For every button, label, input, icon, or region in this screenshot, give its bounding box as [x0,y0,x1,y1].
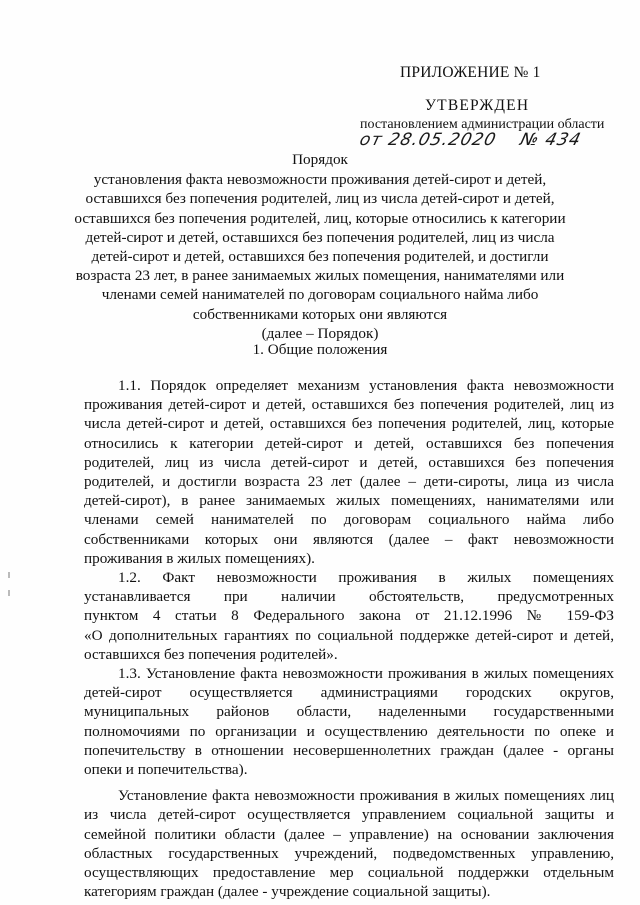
document-title [60,150,580,343]
text-line: попечительству в отношении несовершеннолетних граждан (далее - органы [84,741,614,759]
text-line: родителей, лиц из числа детей-сирот и детей, оставшихся без попечения [84,453,614,471]
text-line: относились к категории детей-сирот и детей, оставшихся без попечения [84,434,614,452]
title-line: членами семей нанимателей по договорам социального найма либо [101,286,539,304]
title-line: оставшихся без попечения родителей, лиц, которые относились к категории [74,209,566,227]
text-line: «О дополнительных гарантиях по социальной поддержке детей-сирот и детей, [84,626,614,644]
appendix-label: ПРИЛОЖЕНИЕ № 1 [400,64,541,81]
paragraph-1-3 [84,664,614,779]
text-line: 1.3. Установление факта невозможности проживания в жилых помещениях [118,665,614,683]
paragraph-spacer [84,779,614,786]
approval-authority: постановлением администрации области [360,117,605,132]
text-line: областных государственных учреждений, подведомственных управлению, [84,844,614,862]
title-note: (далее – Порядок) [261,324,379,342]
text-line: Установление факта невозможности проживания в жилых помещениях лиц [118,787,614,805]
text-line: членами семей нанимателей по договорам социального найма либо [84,511,614,529]
text-line: детей-сирот осуществляется администрациями городских округов, [84,684,614,702]
text-line: детей-сирот), в ранее занимаемых жилых помещениях, нанимателями или [84,492,614,510]
scan-margin-mark [8,572,10,578]
text-line: из числа детей-сирот осуществляется управлением социальной защиты и [84,806,614,824]
text-line: семейной политики области (далее – управление) на основании заключения [84,825,614,843]
title-line: детей-сирот и детей, оставшихся без попечения родителей, лиц из числа [85,228,555,246]
title-line: оставшихся без попечения родителей, лиц из числа детей-сирот и детей, [85,190,555,208]
paragraph-1-3-continued [84,786,614,901]
paragraph-1-1 [84,376,614,568]
text-line: осуществляющих предоставление мер социальной поддержки отдельным [84,864,614,882]
text-line: пунктом 4 статьи 8 Федерального закона от 21.12.1996 № 159-ФЗ [84,607,614,625]
title-line: детей-сирот и детей, оставшихся без попечения родителей, и достигли [91,248,549,266]
text-line: категориям граждан (далее - учреждение социальной защиты). [84,883,491,901]
text-line: муниципальных районов области, наделенными государственными [84,703,614,721]
handwritten-number: № 434 [517,130,584,150]
text-line: родителей, и достигли возраста 23 лет (далее – дети-сироты, лица из числа [84,473,614,491]
handwritten-date: от 28.05.2020 [357,130,499,150]
section-heading: 1. Общие положения [252,341,388,358]
handwritten-date-number [358,130,584,150]
document-body [84,376,614,901]
text-line: числа детей-сирот и детей, оставшихся без попечения родителей, лиц, которые [84,415,614,433]
scan-margin-mark [8,590,10,596]
title-line: собственниками которых они являются [192,305,448,323]
text-line: проживания детей-сирот и детей, оставшихся без попечения родителей, лиц из [84,396,614,414]
title-line: возраста 23 лет, в ранее занимаемых жилых помещения, нанимателями или [75,267,565,285]
text-line: устанавливается при наличии обстоятельств, предусмотренных [84,588,614,606]
text-line: 1.1. Порядок определяет механизм установления факта невозможности [118,377,614,394]
text-line: опеки и попечительства). [84,761,248,779]
text-line: оставшихся без попечения родителей». [84,645,338,663]
paragraph-1-2 [84,568,614,664]
title-order-word: Порядок [292,151,348,168]
text-line: 1.2. Факт невозможности проживания в жилых помещениях [118,569,614,587]
approved-stamp-text: УТВЕРЖДЕН [425,97,530,114]
text-line: проживания в жилых помещениях). [84,549,315,567]
text-line: полномочиями по организации и осуществлению деятельности по опеке и [84,722,614,740]
text-line: собственниками которых они являются (далее – факт невозможности [84,530,614,548]
title-line: установления факта невозможности проживания детей-сирот и детей, [93,171,547,189]
